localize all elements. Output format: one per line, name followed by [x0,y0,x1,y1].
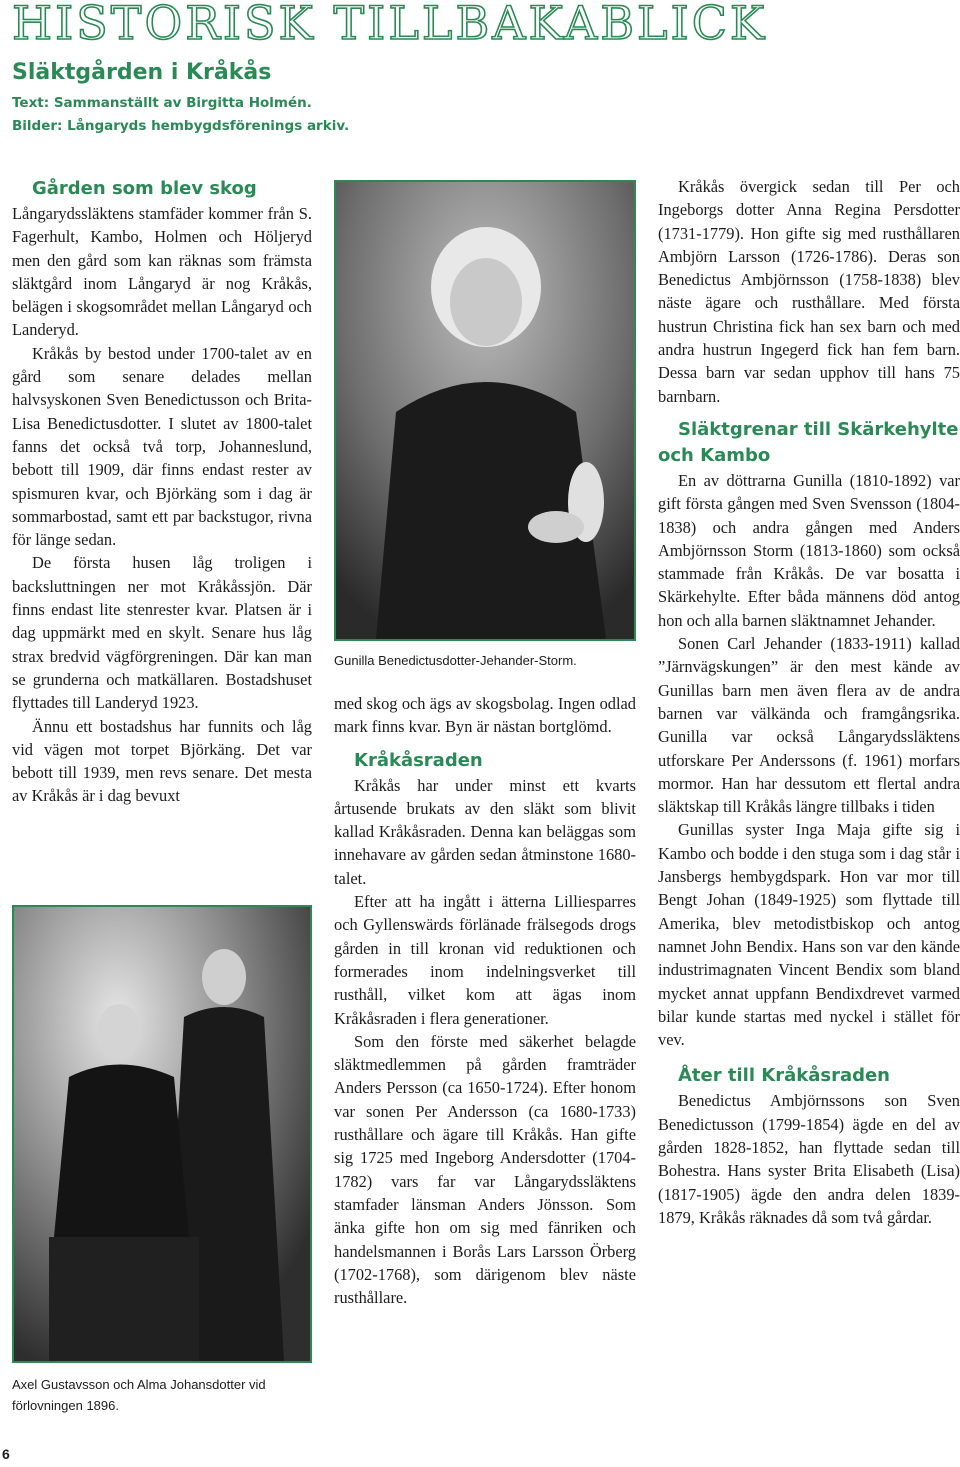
column-3 [658,175,960,1229]
photo-couple [12,905,312,1363]
portrait-silhouette-icon [336,182,634,639]
heading-slaktgrenar: Släktgrenar till Skärkehylte och Kambo [658,418,959,466]
paragraph: De första husen låg troligen i backsluttningen ner mot Kråkåssjön. Där finns endast lite stenrester kvar. Platsen är i dag uppmärkt med en skylt. Senare hus låg strax bredvid vägförgreningen. Där kan man se grunderna och matkällaren. Bostadshuset flyttades till Landeryd 1923. [12,553,312,713]
paragraph: Sonen Carl Jehander (1833-1911) kallad ”Järnvägskungen” är den mest kände av Gunillas barn men även flera av de andra barnen var välkända och framgångsrika. Gunilla var också Långarydssläktens utforskare Per Anderssons (f. 1961) morfars mormor. Han har dessutom ett flertal andra släktskap till Kråkås längre tillbaks i tiden [658,634,960,817]
masthead: HISTORISK TILLBAKABLICK [12,0,768,50]
photo-caption-couple: Axel Gustavsson och Alma Johansdotter vid förlovningen 1896. [12,1377,266,1413]
photo-caption-gunilla: Gunilla Benedictusdotter-Jehander-Storm. [334,653,577,668]
credit-images: Bilder: Långaryds hembygdsförenings arkiv. [12,118,350,134]
credit-text: Text: Sammanställt av Birgitta Holmén. [12,95,312,111]
heading-garden-som-blev-skog: Gården som blev skog [32,178,257,199]
heading-krakasraden: Kråkåsraden [354,749,483,771]
paragraph: Efter att ha ingått i ätterna Lilliesparres och Gyllenswärds förlänade frälsegods drogs gården in till kronan vid reduktionen och formerades inom indelningsverket till rusthåll, vilket kom att ägas inom Kråkåsraden i flera generationer. [334,892,636,1028]
column-1 [12,174,312,808]
paragraph: Kråkås by bestod under 1700-talet av en gård som senare delades mellan halvsyskonen Sven Benedictusson och Brita-Lisa Benedictusdotter. I slutet av 1800-talet fanns det också två torp, Johanneslund, bebott till 1909, där finns endast rester av spismuren kvar, och Björkäng som i dag är sommarbostad, samt ett par backstugor, rivna för länge sedan. [12,343,312,550]
paragraph: Ännu ett bostadshus har funnits och låg vid vägen mot torpet Björkäng. Det var bebott till 1939, men revs senare. Det mesta av Kråkås är i dag bevuxt [12,716,312,806]
paragraph: Långarydssläktens stamfäder kommer från S. Fagerhult, Kambo, Holmen och Höljeryd men den gård som kan räknas som främsta släktgård inom Långaryd är nog Kråkås, belägen i skogsområdet mellan Långaryd och Landeryd. [12,204,312,340]
page-number: 6 [2,1446,10,1462]
photo-gunilla [334,180,636,641]
heading-ater-till-krakasraden: Åter till Kråkåsraden [678,1065,891,1087]
paragraph: Som den förste med säkerhet belagde släktmedlemmen på gården framträder Anders Persson (ca 1650-1724). Efter honom var sonen Per Andersson (ca 1680-1733) rusthållare och ägare till Kråkås. Han gifte sig 1725 med Ingeborg Andersdotter (1704-1782) vars far var Långarydssläktens stamfader länsman Anders Jönsson. Som änka gifte hon om sig med fänriken och handelsmannen i Borås Lars Larsson Örberg (1702-1768), som därigenom blev näste rusthållare. [334,1031,636,1308]
column-2 [334,692,636,1309]
paragraph: Benedictus Ambjörnssons son Sven Benedictusson (1799-1854) ägde en del av gården 1828-1852, han flyttade sedan till Bohestra. Hans syster Brita Elisabeth (Lisa) (1817-1905) ägde den andra delen 1839-1879, Kråkås räknades då som två gårdar. [658,1091,960,1227]
paragraph: Kråkås har under minst ett kvarts årtusende brukats av den släkt som blivit kallad Kråkåsraden. Denna kan beläggas som innehavare av gården sedan åtminstone 1680-talet. [334,775,636,888]
couple-silhouette-icon [14,907,310,1361]
paragraph: Gunillas syster Inga Maja gifte sig i Kambo och bodde i den stuga som i dag står i Jansbergs hembygdspark. Hon var mor till Bengt Johan (1849-1925) som flyttade till Amerika, blev metodistbiskop och antog namnet John Bendix. Hans son var den kände industrimagnaten Vincent Bendix som bland mycket annat uppfann Bendixdrevet varmed bilar kunde startas med nyckel i stället för vev. [658,820,960,1050]
paragraph: Kråkås övergick sedan till Per och Ingeborgs dotter Anna Regina Persdotter (1731-1779). Hon gifte sig med rusthållaren Ambjörn Larsson (1726-1786). Deras son Benedictus Ambjörnsson (1758-1838) blev näste ägare och rusthållare. Med första hustrun Christina fick han sex barn och med andra hustrun Ingegerd fick han fem barn. Dessa barn var sedan upphov till hans 75 barnbarn. [658,177,960,406]
article-title: Släktgården i Kråkås [12,60,272,85]
paragraph-continuation: med skog och ägs av skogsbolag. Ingen odlad mark finns kvar. Byn är nästan bortglömd. [334,694,636,737]
paragraph: En av döttrarna Gunilla (1810-1892) var gift första gången med Sven Svensson (1804-1838) och andra gången med Anders Ambjörnsson Storm (1813-1860) som också stammade från Kråkås. De var bosatta i Skärkehylte. Efter båda männens död antog hon och alla barnen släktnamnet Jehander. [658,470,960,630]
